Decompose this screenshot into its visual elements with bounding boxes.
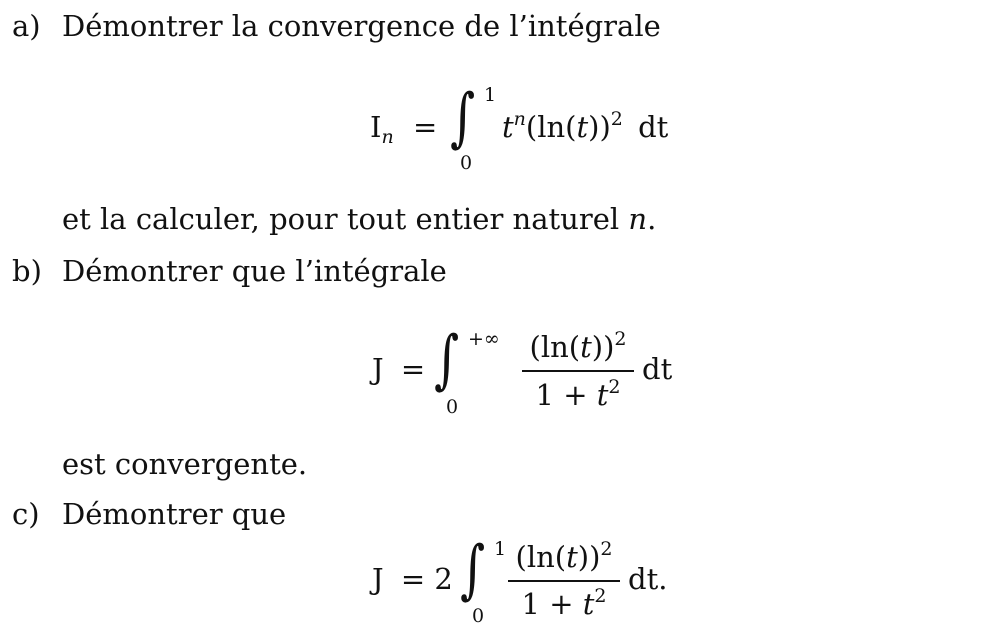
formula-a-sq: 2 <box>610 108 623 130</box>
formula-a-lower-limit: 0 <box>460 152 473 174</box>
formula-b-lower-limit: 0 <box>446 396 459 418</box>
formula-a-var: t <box>576 110 589 144</box>
statement-c: Démontrer que <box>62 497 287 531</box>
continuation-a-var: n <box>628 202 648 236</box>
formula-b-upper-limit: +∞ <box>468 328 500 350</box>
formula-a-base: t <box>502 110 514 144</box>
formula-a-lhs-main: I <box>370 110 382 144</box>
formula-b-num-sq: 2 <box>614 328 627 350</box>
statement-a: Démontrer la convergence de l’intégrale <box>62 9 661 43</box>
formula-b-numerator <box>522 328 634 364</box>
formula-c-eq: = 2 <box>400 562 453 596</box>
formula-a-lhs <box>370 110 438 148</box>
formula-a-upper-limit: 1 <box>484 84 497 106</box>
formula-a-lhs-sub: n <box>381 126 394 148</box>
formula-b-num-open: (ln( <box>529 330 581 364</box>
formula-c-lhs <box>372 562 453 596</box>
formula-c-den-base: 1 + <box>521 587 583 621</box>
formula-c-num-close: )) <box>577 540 601 574</box>
formula-a-eq: = <box>412 110 438 144</box>
continuation-a <box>62 202 657 236</box>
formula-c-diff: dt. <box>628 562 668 596</box>
formula-c-denominator <box>508 585 620 621</box>
continuation-a-text: et la calculer, pour tout entier naturel <box>62 202 620 236</box>
formula-b-den-base: 1 + <box>535 378 597 412</box>
formula-c-num-open: (ln( <box>515 540 567 574</box>
formula-c-fraction-bar <box>508 580 620 582</box>
formula-a-exp: n <box>513 108 526 130</box>
formula-b-eq: = <box>400 352 426 386</box>
formula-b-den-var: t <box>596 378 609 412</box>
formula-c-upper-limit: 1 <box>494 538 507 560</box>
formula-b-num-var: t <box>580 330 592 364</box>
formula-b-lhs-main: J <box>372 352 384 386</box>
formula-c-lhs-main: J <box>372 562 384 596</box>
formula-c-numerator <box>508 538 620 574</box>
formula-b-num-close: )) <box>591 330 615 364</box>
formula-b-den-sq: 2 <box>608 376 621 398</box>
formula-b-integral-sign: ∫ <box>434 323 460 397</box>
formula-a-integral-sign: ∫ <box>450 81 476 155</box>
formula-c-lower-limit: 0 <box>472 605 485 627</box>
formula-c-den-var: t <box>582 587 595 621</box>
continuation-b: est convergente. <box>62 447 308 481</box>
formula-c-num-sq: 2 <box>600 538 613 560</box>
item-label-b: b) <box>12 254 42 288</box>
formula-a-rest: (ln( <box>525 110 577 144</box>
item-label-a: a) <box>12 9 41 43</box>
formula-c-num-var: t <box>566 540 578 574</box>
statement-b: Démontrer que l’intégrale <box>62 254 447 288</box>
formula-b-denominator <box>522 376 634 412</box>
item-label-c: c) <box>12 497 40 531</box>
formula-b-lhs <box>372 352 426 386</box>
formula-a-close: )) <box>588 110 611 144</box>
formula-b-diff: dt <box>642 352 673 386</box>
formula-c-integral-sign: ∫ <box>460 533 486 607</box>
continuation-a-end: . <box>647 202 657 236</box>
formula-a-diff: dt <box>638 110 669 144</box>
formula-c-den-sq: 2 <box>594 585 607 607</box>
formula-b-fraction-bar <box>522 370 634 372</box>
formula-a-integrand <box>502 108 669 144</box>
